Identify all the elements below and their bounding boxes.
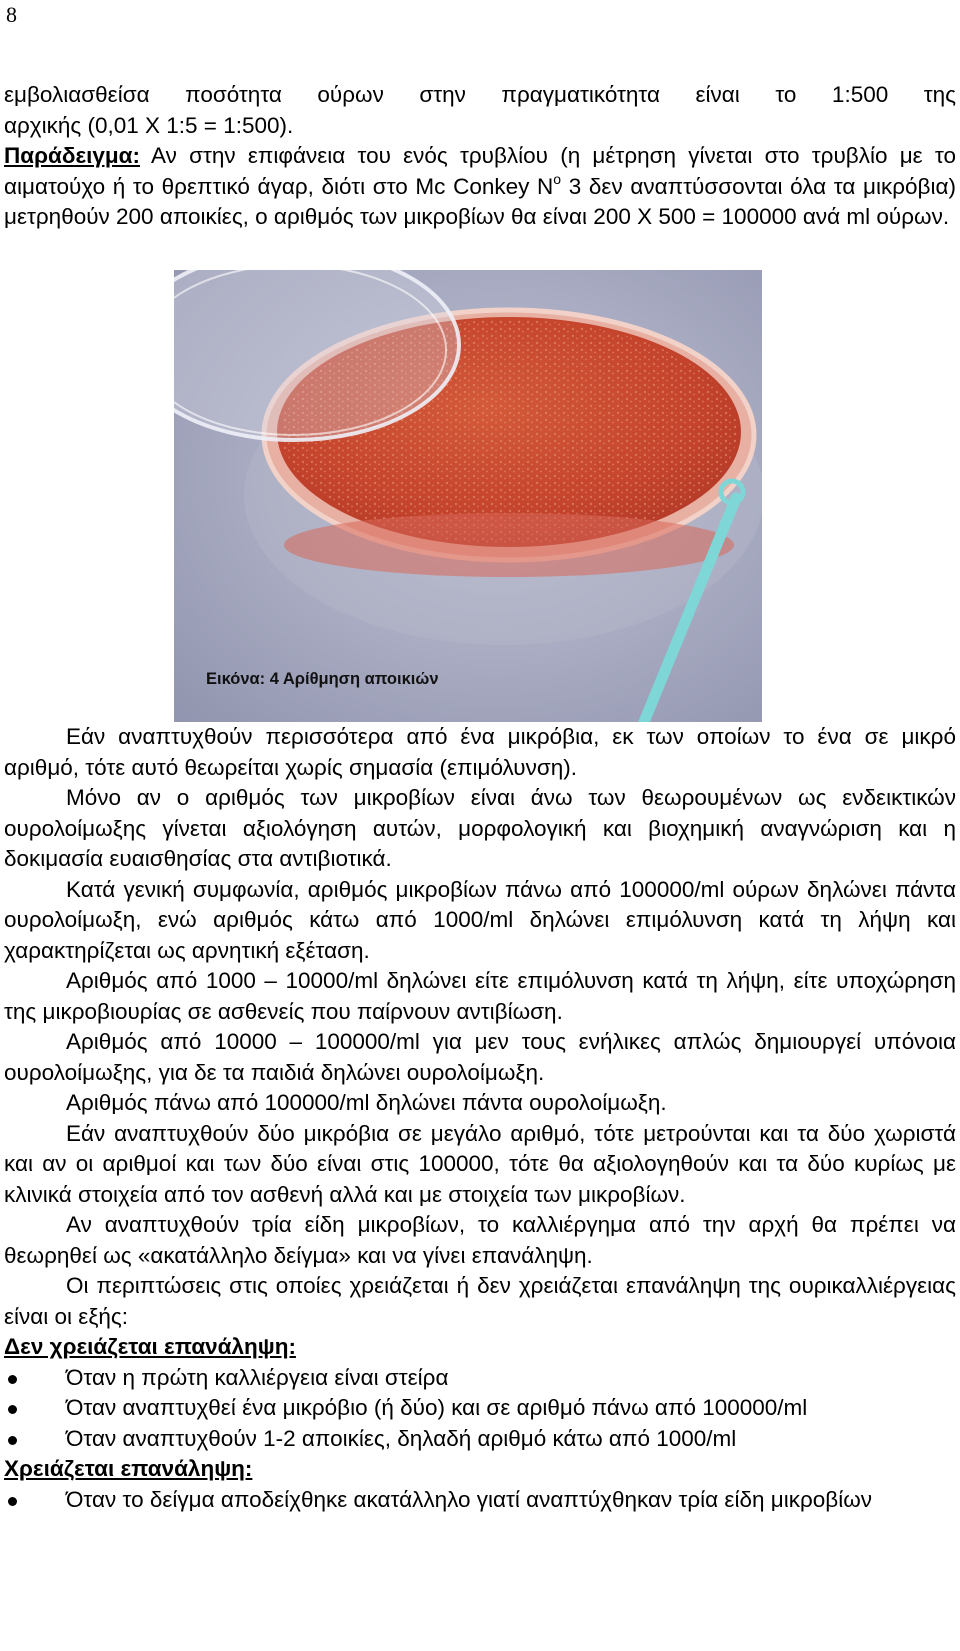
paragraph-9: Οι περιπτώσεις στις οποίες χρειάζεται ή δεν χρειάζεται επανάληψη της ουρικαλλιέργειας είναι οι εξής: [4, 1273, 956, 1329]
paragraph-6: Αριθμός πάνω από 100000/ml δηλώνει πάντα ουρολοίμωξη. [66, 1090, 667, 1115]
intro-line-1: εμβολιασθείσα ποσότητα ούρων στην πραγματικότητα είναι το 1:500 της [4, 82, 956, 107]
list-item [4, 1485, 956, 1516]
list-item-text: Όταν το δείγμα αποδείχθηκε ακατάλληλο γιατί αναπτύχθηκαν τρία είδη μικροβίων [66, 1486, 873, 1512]
figure-caption: Εικόνα: 4 Αρίθμηση αποικιών [206, 670, 439, 688]
example-label: Παράδειγμα: [4, 143, 141, 168]
petri-dish-illustration [174, 270, 762, 722]
list-item [4, 1424, 956, 1455]
example-superscript: o [553, 170, 562, 187]
paragraph-3: Κατά γενική συμφωνία, αριθμός μικροβίων πάνω από 100000/ml ούρων δηλώνει πάντα ουρολοίμωξη, ενώ αριθμός κάτω από 1000/ml δηλώνει επιμόλυνση κατά τη λήψη και χαρακτηρίζεται ως αρνητική εξέταση. [4, 876, 956, 963]
bullet-icon [8, 1497, 17, 1506]
intro-line-2: αρχικής (0,01 Χ 1:5 = 1:500). [4, 112, 294, 138]
paragraph-8: Αν αναπτυχθούν τρία είδη μικροβίων, το καλλιέργημα από την αρχή θα πρέπει να θεωρηθεί ως «ακατάλληλο δείγμα» και να γίνει επανάληψη. [4, 1212, 956, 1268]
paragraph-2: Μόνο αν ο αριθμός των μικροβίων είναι άνω των θεωρουμένων ως ενδεικτικών ουρολοίμωξης γίνεται αξιολόγηση αυτών, μορφολογική και βιοχημική αναγνώριση και η δοκιμασία ευαισθησίας στα αντιβιοτικά. [4, 785, 956, 871]
page-number: 8 [6, 2, 17, 27]
list-item [4, 1393, 956, 1424]
paragraph-1: Εάν αναπτυχθούν περισσότερα από ένα μικρόβια, εκ των οποίων το ένα σε μικρό αριθμό, τότε αυτό θεωρείται χωρίς σημασία (επιμόλυνση). [4, 724, 956, 780]
main-text [4, 722, 956, 1515]
intro-text [4, 80, 956, 233]
example-text-a: Αν στην επιφάνεια του ενός τρυβλίου (η μέτρηση γίνεται στο τρυβλίο με το αιματούχο ή το θρεπτικό άγαρ, διότι στο Mc Conkey N [4, 143, 956, 199]
list-item-text: Όταν αναπτυχθεί ένα μικρόβιο (ή δύο) και σε αριθμό πάνω από 100000/ml [66, 1395, 808, 1420]
list-item-text: Όταν αναπτυχθούν 1-2 αποικίες, δηλαδή αριθμό κάτω από 1000/ml [66, 1425, 737, 1451]
example-text-b: 3 δεν αναπτύσσονται όλα τα μικρόβια) μετρηθούν 200 αποικίες, ο αριθμός των μικροβίων θα είναι 200 Χ 500 = 100000 ανά ml ούρων. [4, 173, 956, 229]
no-repeat-heading: Δεν χρειάζεται επανάληψη: [4, 1334, 296, 1359]
list-item [4, 1363, 956, 1394]
bullet-icon [8, 1375, 17, 1384]
paragraph-4: Αριθμός από 1000 – 10000/ml δηλώνει είτε επιμόλυνση κατά τη λήψη, είτε υποχώρηση της μικροβιουρίας σε ασθενείς που παίρνουν αντιβίωση. [4, 968, 956, 1024]
list-item-text: Όταν η πρώτη καλλιέργεια είναι στείρα [66, 1364, 449, 1390]
example-paragraph [4, 141, 956, 233]
paragraph-5: Αριθμός από 10000 – 100000/ml για μεν τους ενήλικες απλώς δημιουργεί υπόνοια ουρολοίμωξης, για δε τα παιδιά δηλώνει ουρολοίμωξη. [4, 1029, 956, 1085]
bullet-icon [8, 1436, 17, 1445]
paragraph-7: Εάν αναπτυχθούν δύο μικρόβια σε μεγάλο αριθμό, τότε μετρούνται και τα δύο χωριστά και αν οι αριθμοί και των δύο είναι στις 100000, τότε θα αξιολογηθούν και τα δύο κυρίως με κλινικά στοιχεία από τον ασθενή αλλά και με στοιχεία των μικροβίων. [4, 1120, 956, 1207]
repeat-heading: Χρειάζεται επανάληψη: [4, 1456, 253, 1481]
bullet-icon [8, 1405, 17, 1414]
petri-dish-photo [174, 270, 762, 722]
